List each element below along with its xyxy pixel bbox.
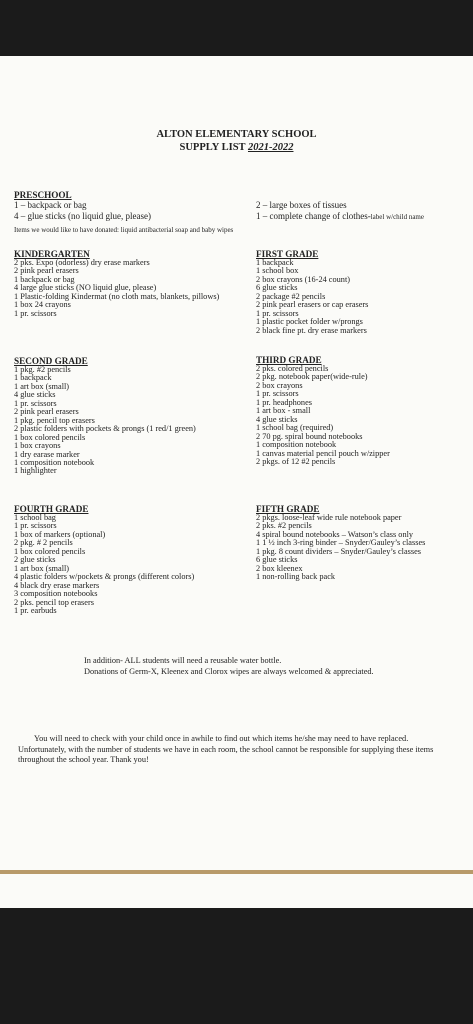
list-item: 1 pr. scissors [14, 308, 57, 318]
list-item: 1 composition notebook [256, 440, 337, 450]
list-item: 1 canvas material pencil pouch w/zipper [256, 448, 390, 458]
list-item: 6 glue sticks [256, 283, 298, 293]
list-item: 1 pkg. 8 count dividers – Snyder/Gauley’s classes [256, 546, 421, 556]
list-item-text: 1 – complete change of clothes- [256, 210, 371, 221]
list-item: 1 pkg. pencil top erasers [14, 415, 95, 425]
closing-paragraph: You will need to check with your child once in awhile to find out which items he/she may need to have replaced. Unfortunately, with the number of students we have in each room, the school cannot be responsible for supplying these items throughout the school year. Thank you! [18, 734, 434, 764]
kindergarten-heading: KINDERGARTEN [14, 249, 90, 259]
list-item: 1 school bag [14, 513, 56, 522]
list-item: 4 large glue sticks (NO liquid glue, please) [14, 283, 157, 293]
donations-note: Donations of Germ-X, Kleenex and Clorox wipes are always welcomed & appreciated. [84, 666, 374, 676]
list-item: 2 pks. #2 pencils [256, 521, 312, 531]
kindergarten-section [14, 249, 219, 318]
list-item: 1 box crayons [14, 441, 61, 451]
bottom-rule [0, 870, 473, 874]
list-item: 6 glue sticks [256, 555, 298, 565]
supply-list-paper [0, 56, 473, 908]
list-item: 1 pr. scissors [14, 521, 57, 531]
list-item: 2 pkgs. of 12 #2 pencils [256, 456, 336, 466]
list-item: 1 pkg. #2 pencils [14, 365, 71, 374]
list-item: 1 non-rolling back pack [256, 572, 336, 582]
list-item: 4 spiral bound notebooks – Watson’s class only [256, 529, 414, 539]
third-grade-section [256, 355, 390, 466]
list-item: 1 art box (small) [14, 563, 70, 573]
list-item: 1 art box (small) [14, 381, 70, 391]
fourth-grade-section [14, 504, 194, 615]
list-title-prefix: SUPPLY LIST [179, 142, 248, 153]
preschool-section [14, 190, 151, 221]
preschool-right [256, 200, 424, 222]
list-item: 1 Plastic-folding Kindermat (no cloth mats, blankets, pillows) [14, 291, 220, 301]
list-item: 2 pkgs. loose-leaf wide rule notebook paper [256, 513, 402, 522]
list-item: 1 school bag (required) [256, 423, 334, 433]
fourth-grade-heading: FOURTH GRADE [14, 504, 89, 514]
list-item: 2 70 pg. spiral bound notebooks [256, 431, 363, 441]
list-item: 1 box of markers (optional) [14, 529, 106, 539]
list-item: 2 box crayons [256, 380, 303, 390]
list-item: 1 pr. earbuds [14, 605, 57, 615]
list-item: 1 school box [256, 266, 299, 276]
list-item: 2 black fine pt. dry erase markers [256, 325, 367, 335]
water-bottle-note: In addition- ALL students will need a reusable water bottle. [84, 656, 282, 665]
list-item: 2 pkg. # 2 pencils [14, 538, 73, 548]
list-item: 1 dry earase marker [14, 449, 80, 459]
list-item: 1 composition notebook [14, 457, 95, 467]
list-item: 2 pink pearl erasers or cap erasers [256, 300, 369, 310]
list-item: 2 pks. pencil top erasers [14, 597, 94, 607]
list-item: 1 box colored pencils [14, 432, 86, 442]
list-item: 2 package #2 pencils [256, 291, 326, 301]
list-item [256, 211, 424, 223]
list-item: 2 box crayons (16-24 count) [256, 274, 351, 284]
fifth-grade-section [256, 504, 425, 582]
third-grade-heading: THIRD GRADE [256, 355, 322, 365]
list-item: 2 glue sticks [14, 555, 56, 565]
list-item: 1 pr. scissors [256, 308, 299, 318]
list-item: 2 pks. colored pencils [256, 364, 329, 373]
list-item: 1 pr. scissors [256, 389, 299, 399]
first-grade-section [256, 249, 368, 335]
list-item: 2 pks. Expo (odorless) dry erase markers [14, 258, 150, 267]
list-title [0, 141, 473, 154]
list-item: 4 black dry erase markers [14, 580, 100, 590]
list-item: 1 backpack or bag [14, 274, 75, 284]
list-item: 2 – large boxes of tissues [256, 200, 347, 210]
list-item: 1 1 ½ inch 3-ring binder – Snyder/Gauley’s classes [256, 538, 426, 548]
addition-notes [84, 656, 374, 677]
list-item: 2 pkg. notebook paper(wide-rule) [256, 372, 368, 382]
list-item: 1 pr. headphones [256, 397, 312, 407]
list-item: 4 plastic folders w/pockets & prongs (different colors) [14, 572, 195, 582]
list-item: 1 highlighter [14, 466, 57, 476]
preschool-heading: PRESCHOOL [14, 190, 72, 200]
school-year: 2021-2022 [247, 142, 294, 153]
list-item: 2 box kleenex [256, 563, 303, 573]
second-grade-heading: SECOND GRADE [14, 356, 88, 366]
list-item: 1 backpack [256, 258, 294, 267]
list-item: 4 glue sticks [256, 414, 298, 424]
list-item-note: label w/child name [370, 212, 424, 221]
list-item: 4 glue sticks [14, 390, 56, 400]
document-title [0, 128, 473, 154]
list-item: 1 plastic pocket folder w/prongs [256, 317, 363, 327]
list-item: 4 – glue sticks (no liquid glue, please) [14, 210, 151, 221]
list-item: 2 pink pearl erasers [14, 266, 79, 276]
list-item: 2 plastic folders with pockets & prongs (1 red/1 green) [14, 424, 196, 434]
list-item: 3 composition notebooks [14, 589, 98, 599]
list-item: 1 pr. scissors [14, 398, 57, 408]
school-name: ALTON ELEMENTARY SCHOOL [156, 129, 317, 140]
second-grade-section [14, 356, 196, 476]
fifth-grade-heading: FIFTH GRADE [256, 504, 320, 514]
list-item: 2 pink pearl erasers [14, 407, 79, 417]
list-item: 1 backpack [14, 373, 52, 383]
list-item: 1 box colored pencils [14, 546, 86, 556]
list-item: 1 art box - small [256, 406, 311, 416]
donation-note: Items we would like to have donated: liquid antibacterial soap and baby wipes [14, 226, 234, 234]
list-item: 1 – backpack or bag [14, 200, 87, 210]
first-grade-heading: FIRST GRADE [256, 249, 319, 259]
list-item: 1 box 24 crayons [14, 300, 71, 310]
